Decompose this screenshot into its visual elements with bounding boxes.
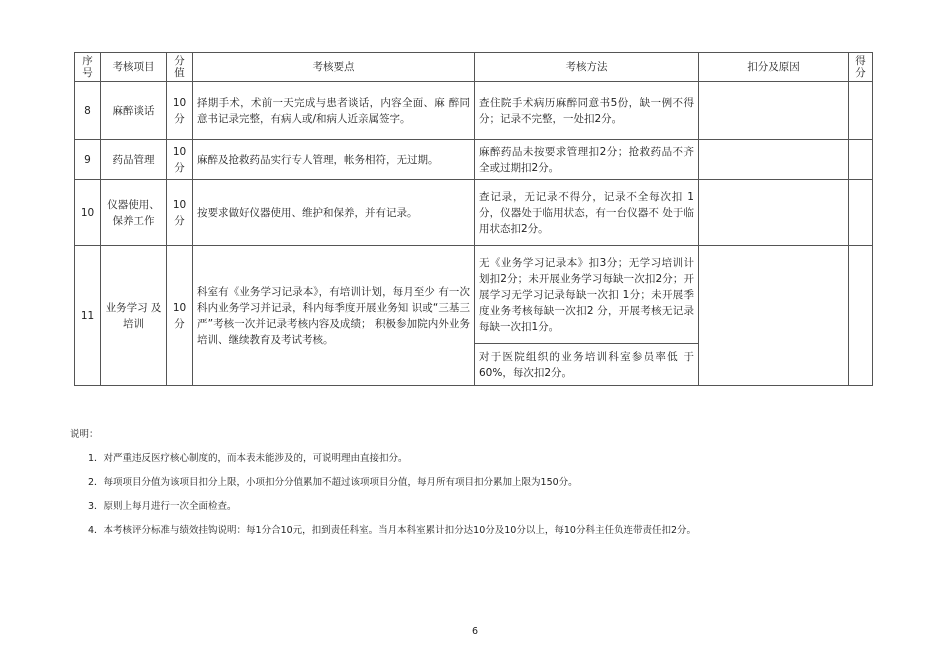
row-score: 10分 (167, 140, 193, 180)
row-points: 按要求做好仪器使用、维护和保养，并有记录。 (193, 180, 475, 246)
row-deduction-cell (699, 140, 849, 180)
note-item: 3．原则上每月进行一次全面检查。 (88, 501, 237, 512)
row-points: 科室有《业务学习记录本》，有培训计划，每月至少 有一次科内业务学习并记录，科内每季度开展业务知 识或“三基三严”考核一次并记录考核内容及成绩； 积极参加院内外业务培训、继续教育及考试考核。 (193, 246, 475, 386)
row-score: 10分 (167, 180, 193, 246)
header-result: 得分 (849, 53, 873, 82)
row-deduction-cell (699, 246, 849, 386)
table-row (75, 82, 873, 140)
header-item: 考核项目 (101, 53, 167, 82)
row-score: 10分 (167, 246, 193, 386)
table-row (75, 140, 873, 180)
row-result-cell (849, 246, 873, 386)
row-item: 业务学习 及培训 (101, 246, 167, 386)
row-points: 麻醉及抢救药品实行专人管理，帐务相符，无过期。 (193, 140, 475, 180)
page-number: 6 (471, 626, 479, 637)
row-no: 8 (75, 82, 101, 140)
row-score: 10分 (167, 82, 193, 140)
assessment-table (74, 52, 873, 386)
table-row (75, 180, 873, 246)
note-item: 4．本考核评分标准与绩效挂钩说明：每1分合10元，扣到责任科室。当月本科室累计扣分达10分及10分以上，每10分科主任负连带责任扣2分。 (88, 525, 696, 536)
header-score: 分值 (167, 53, 193, 82)
row-item: 仪器使用、保养工作 (101, 180, 167, 246)
row-deduction-cell (699, 180, 849, 246)
header-deduction: 扣分及原因 (699, 53, 849, 82)
row-method: 查记录，无记录不得分，记录不全每次扣 1分，仪器处于临用状态，有一台仪器不 处于临用状态扣2分。 (475, 180, 699, 246)
row-points: 择期手术，术前一天完成与患者谈话，内容全面、麻 醉同意书记录完整，有病人或/和病人近亲属签字。 (193, 82, 475, 140)
row-no: 9 (75, 140, 101, 180)
note-item: 1．对严重违反医疗核心制度的，而本表未能涉及的，可说明理由直接扣分。 (88, 453, 408, 464)
notes-title: 说明： (70, 429, 99, 440)
table-row (75, 246, 873, 344)
row-no: 10 (75, 180, 101, 246)
row-method: 无《业务学习记录本》扣3分；无学习培训计划扣2分；未开展业务学习每缺一次扣2分；开展学习无学习记录每缺一次扣 1分；未开展季度业务考核每缺一次扣2 分，开展考核无记录每缺一次扣1分。 (475, 246, 699, 344)
row-no: 11 (75, 246, 101, 386)
header-points: 考核要点 (193, 53, 475, 82)
note-item: 2．每项项目分值为该项目扣分上限，小项扣分分值累加不超过该项项目分值，每月所有项目扣分累加上限为150分。 (88, 477, 578, 488)
row-deduction-cell (699, 82, 849, 140)
row-method: 查住院手术病历麻醉同意书5份，缺一例不得分；记录不完整，一处扣2分。 (475, 82, 699, 140)
row-result-cell (849, 82, 873, 140)
header-no: 序号 (75, 53, 101, 82)
row-item: 药品管理 (101, 140, 167, 180)
row-method: 麻醉药品未按要求管理扣2分；抢救药品不齐全或过期扣2分。 (475, 140, 699, 180)
row-result-cell (849, 140, 873, 180)
row-result-cell (849, 180, 873, 246)
row-item: 麻醉谈话 (101, 82, 167, 140)
table-header-row (75, 53, 873, 82)
notes-section (70, 428, 696, 548)
row-method-extra: 对于医院组织的业务培训科室参员率低 于60%，每次扣2分。 (475, 344, 699, 386)
header-method: 考核方法 (475, 53, 699, 82)
